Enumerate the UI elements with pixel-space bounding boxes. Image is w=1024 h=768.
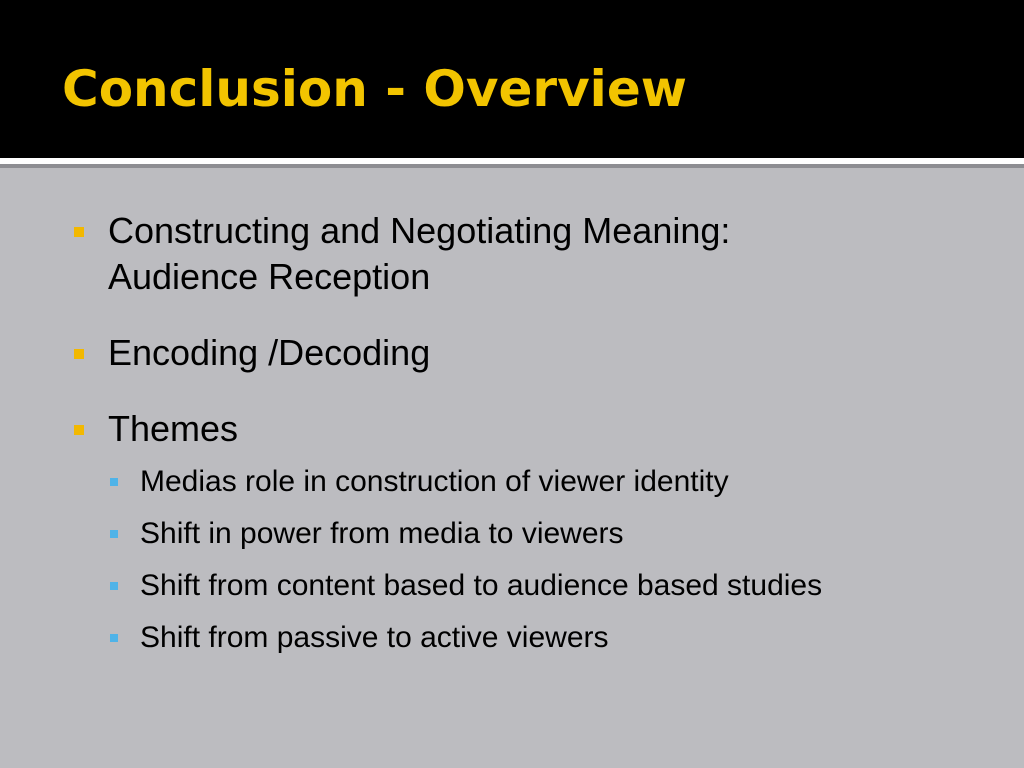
bullet-item bbox=[72, 208, 1002, 300]
small-square-bullet-icon bbox=[110, 478, 118, 486]
title-divider-shadow bbox=[0, 164, 1024, 168]
bullet-item bbox=[72, 330, 1002, 376]
sub-bullet-text: Medias role in construction of viewer identity bbox=[140, 465, 729, 498]
sub-bullet-item bbox=[108, 612, 1002, 664]
small-square-bullet-icon bbox=[110, 634, 118, 642]
square-bullet-icon bbox=[74, 227, 84, 237]
bullet-item bbox=[72, 406, 1002, 452]
title-bar bbox=[0, 0, 1024, 158]
bullet-text-line: Audience Reception bbox=[108, 256, 431, 297]
sub-bullet-item bbox=[108, 508, 1002, 560]
sub-bullet-list bbox=[108, 456, 1002, 664]
sub-bullet-text: Shift from content based to audience based studies bbox=[140, 569, 823, 602]
small-square-bullet-icon bbox=[110, 530, 118, 538]
bullet-text-line: Themes bbox=[108, 408, 239, 449]
square-bullet-icon bbox=[74, 349, 84, 359]
square-bullet-icon bbox=[74, 425, 84, 435]
sub-bullet-text: Shift in power from media to viewers bbox=[140, 517, 624, 550]
small-square-bullet-icon bbox=[110, 582, 118, 590]
bullet-text-line: Constructing and Negotiating Meaning: bbox=[108, 210, 731, 251]
sub-bullet-item bbox=[108, 456, 1002, 508]
slide-content bbox=[72, 208, 1002, 664]
sub-bullet-item bbox=[108, 560, 1002, 612]
bullet-text-line: Encoding /Decoding bbox=[108, 332, 431, 373]
slide-title: Conclusion - Overview bbox=[62, 60, 687, 118]
sub-bullet-text: Shift from passive to active viewers bbox=[140, 621, 609, 654]
